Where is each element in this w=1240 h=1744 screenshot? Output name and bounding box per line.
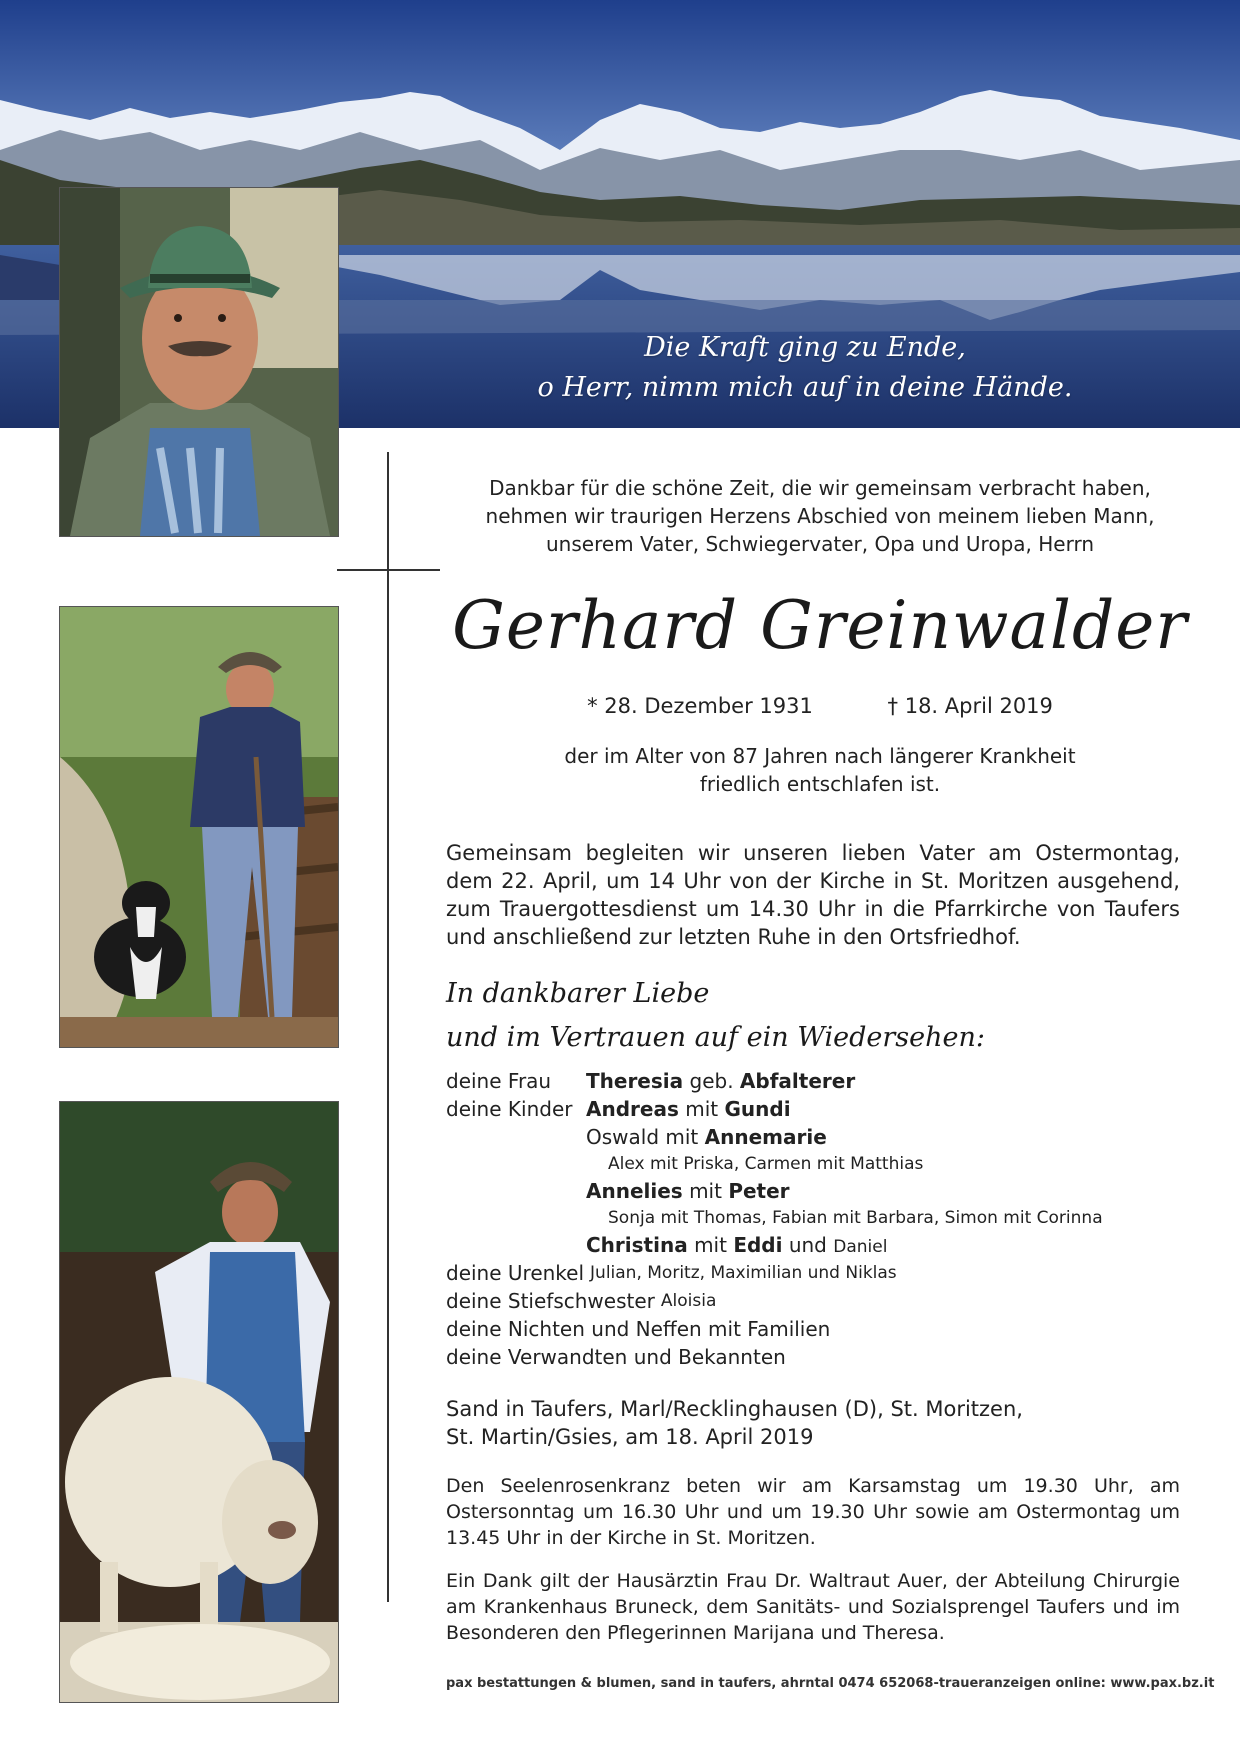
child-name: Oswald — [586, 1125, 660, 1149]
family-row-greatgrandchildren — [446, 1259, 1206, 1287]
child-name: Annelies — [586, 1179, 683, 1203]
deceased-name: Gerhard Greinwalder — [452, 587, 1188, 664]
family-row-nieces — [446, 1315, 1206, 1343]
rosary-details: Den Seelenrosenkranz beten wir am Karsamstag um 19.30 Uhr, am Ostersonntag um 16.30 Uhr und um 19.30 Uhr sowie am Ostermontag um 13.45 Uhr in der Kirche in St. Moritzen. — [446, 1475, 1180, 1549]
child-name: Christina — [586, 1233, 688, 1257]
intro-text — [440, 474, 1200, 558]
relatives-text: deine Verwandten und Bekannten — [446, 1345, 786, 1369]
quote-line-2: o Herr, nimm mich auf in deine Hände. — [537, 372, 1073, 403]
extra-name: Daniel — [833, 1237, 888, 1257]
relation-label: deine Kinder — [446, 1097, 573, 1121]
mit-text: mit — [694, 1233, 727, 1257]
place-line-1: Sand in Taufers, Marl/Recklinghausen (D), St. Moritzen, — [446, 1397, 1023, 1421]
relation-label: deine Urenkel — [446, 1261, 585, 1285]
closing-script — [446, 972, 1206, 1060]
place-line-2: St. Martin/Gsies, am 18. April 2019 — [446, 1425, 814, 1449]
grandchildren-names: Sonja mit Thomas, Fabian mit Barbara, Simon mit Corinna — [608, 1208, 1103, 1228]
man-with-dog-photo — [59, 606, 339, 1048]
family-row-child-3 — [446, 1177, 1206, 1205]
family-row-wife — [446, 1067, 1206, 1095]
partner-name: Annemarie — [704, 1125, 827, 1149]
age-line-2: friedlich entschlafen ist. — [699, 772, 941, 796]
birth-date: * 28. Dezember 1931 — [587, 694, 813, 718]
intro-line-2: nehmen wir traurigen Herzens Abschied von meinem lieben Mann, — [485, 504, 1155, 528]
cross-horizontal-bar — [337, 569, 440, 571]
intro-line-3: unserem Vater, Schwiegervater, Opa und Uropa, Herrn — [546, 532, 1094, 556]
family-row-child-4 — [446, 1231, 1206, 1259]
portrait-photo — [59, 187, 339, 537]
greatgrandchildren-names: Julian, Moritz, Maximilian und Niklas — [590, 1263, 897, 1283]
grandchildren-names: Alex mit Priska, Carmen mit Matthias — [608, 1154, 924, 1174]
wife-name: Theresia — [586, 1069, 684, 1093]
grandchildren-row — [446, 1205, 1206, 1231]
und-text: und — [788, 1233, 827, 1257]
child-name: Andreas — [586, 1097, 679, 1121]
closing-line-1: In dankbarer Liebe — [446, 978, 710, 1009]
intro-line-1: Dankbar für die schöne Zeit, die wir gemeinsam verbracht haben, — [489, 476, 1151, 500]
mit-text: mit — [689, 1179, 722, 1203]
family-list — [446, 1067, 1206, 1371]
nieces-text: deine Nichten und Neffen mit Familien — [446, 1317, 831, 1341]
thanks-text: Ein Dank gilt der Hausärztin Frau Dr. Waltraut Auer, der Abteilung Chirurgie am Krankenhaus Bruneck, dem Sanitäts- und Sozialsprengel Taufers und im Besonderen den Pflegerinnen Marijana und Theresa. — [446, 1570, 1180, 1644]
quote-line-1: Die Kraft ging zu Ende, — [644, 332, 966, 363]
wife-maiden-name: Abfalterer — [739, 1069, 856, 1093]
death-date: † 18. April 2019 — [887, 694, 1053, 718]
partner-name: Eddi — [733, 1233, 783, 1257]
place-and-date — [446, 1395, 1206, 1451]
funeral-details: Gemeinsam begleiten wir unseren lieben Vater am Ostermontag, dem 22. April, um 14 Uhr von der Kirche in St. Moritzen ausgehend, zum Trauergottesdienst um 14.30 Uhr in die Pfarrkirche von Taufers und anschließend zur letzten Ruhe in den Ortsfriedhof. — [446, 841, 1180, 949]
closing-line-2: und im Vertrauen auf ein Wiedersehen: — [446, 1022, 985, 1053]
family-row-stepsister — [446, 1287, 1206, 1315]
family-row-child-1 — [446, 1095, 1206, 1123]
family-row-child-2 — [446, 1123, 1206, 1151]
life-dates — [440, 692, 1200, 720]
family-row-relatives — [446, 1343, 1206, 1371]
relation-label: deine Frau — [446, 1069, 552, 1093]
partner-name: Gundi — [724, 1097, 791, 1121]
funeral-home-footer: pax bestattungen & blumen, sand in taufers, ahrntal 0474 652068-traueranzeigen online: www.pax.bz.it — [446, 1676, 1215, 1691]
shearing-sheep-photo — [59, 1101, 339, 1703]
age-line-1: der im Alter von 87 Jahren nach längerer Krankheit — [564, 744, 1076, 768]
relation-label: deine Stiefschwester — [446, 1289, 655, 1313]
cross-vertical-bar — [387, 452, 389, 1602]
stepsister-name: Aloisia — [660, 1291, 717, 1311]
mit-text: mit — [685, 1097, 719, 1121]
mit-text: mit — [665, 1125, 699, 1149]
wife-geb: geb. — [689, 1069, 734, 1093]
partner-name: Peter — [728, 1179, 790, 1203]
age-statement — [440, 742, 1200, 798]
header-quote — [430, 328, 1180, 408]
grandchildren-row — [446, 1151, 1206, 1177]
